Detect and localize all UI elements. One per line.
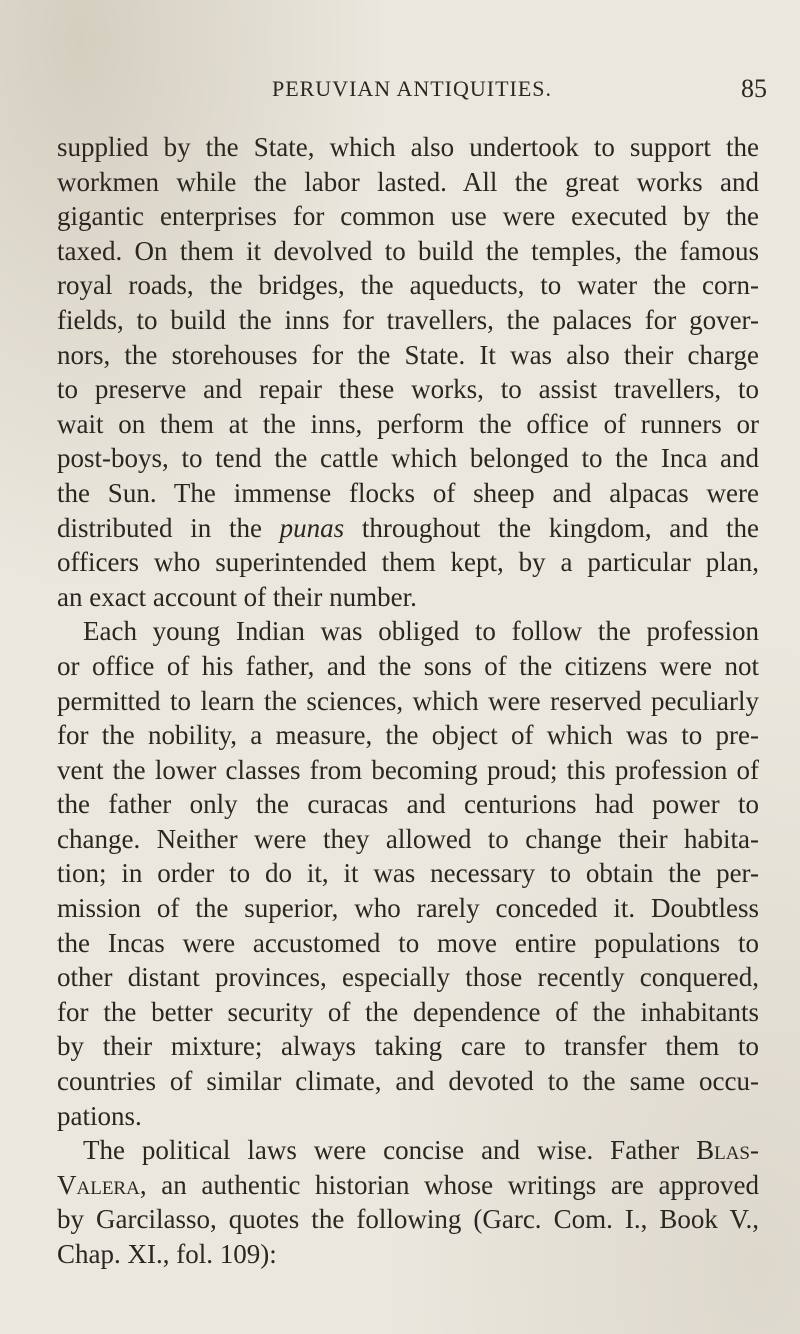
text-line: workmen while the labor lasted. All the great works and: [57, 166, 759, 197]
italic-word: punas: [279, 512, 345, 543]
text-line: tion; in order to do it, it was necessary to obtain the per-: [57, 858, 759, 889]
text-line: wait on them at the inns, perform the office of runners or: [57, 408, 759, 439]
page-number: 85: [741, 74, 767, 103]
text-line: other distant provinces, especially those recently conquered,: [57, 962, 759, 993]
body-text: [57, 130, 759, 1272]
text-segment: distributed in the: [57, 512, 280, 543]
text-segment: , an authentic historian whose writings are approved: [139, 1169, 759, 1200]
small-caps-name: Valera: [57, 1169, 140, 1200]
text-segment: throughout the kingdom, and the: [344, 512, 759, 543]
text-line: pations.: [57, 1100, 142, 1131]
text-line: to preserve and repair these works, to assist travellers, to: [57, 374, 759, 405]
text-line: for the nobility, a measure, the object of which was to pre-: [57, 720, 759, 751]
text-line: permitted to learn the sciences, which were reserved peculiarly: [57, 685, 759, 716]
text-line: nors, the storehouses for the State. It was also their charge: [57, 339, 759, 370]
text-line: the Incas were accustomed to move entire populations to: [57, 927, 759, 958]
text-line: an exact account of their number.: [57, 581, 417, 612]
text-line: mission of the superior, who rarely conceded it. Doubtless: [57, 893, 759, 924]
text-line: royal roads, the bridges, the aqueducts, to water the corn-: [57, 270, 759, 301]
text-line: fields, to build the inns for travellers, the palaces for gover-: [57, 304, 759, 335]
text-line: Chap. XI., fol. 109):: [57, 1239, 277, 1269]
text-line: gigantic enterprises for common use were executed by the: [57, 201, 759, 232]
running-title: PERUVIAN ANTIQUITIES.: [271, 76, 553, 101]
text-line: the father only the curacas and centurions had power to: [57, 789, 759, 820]
text-line: vent the lower classes from becoming proud; this profession of: [57, 754, 759, 785]
text-line: by their mixture; always taking care to transfer them to: [57, 1031, 759, 1062]
text-line: or office of his father, and the sons of the citizens were not: [57, 650, 759, 681]
small-caps-name: Blas-: [696, 1135, 759, 1166]
text-line: Each young Indian was obliged to follow the profession: [83, 616, 759, 647]
text-line: officers who superintended them kept, by a particular plan,: [57, 547, 759, 578]
text-line: countries of similar climate, and devoted to the same occu-: [57, 1066, 759, 1097]
text-line: supplied by the State, which also undertook to support the: [57, 132, 759, 162]
text-line: change. Neither were they allowed to change their habita-: [57, 823, 759, 854]
text-line: taxed. On them it devolved to build the temples, the famous: [57, 235, 759, 266]
text-line: post-boys, to tend the cattle which belonged to the Inca and: [57, 443, 759, 474]
text-line: [57, 1168, 759, 1203]
text-line: [57, 1133, 759, 1168]
text-line: the Sun. The immense flocks of sheep and alpacas were: [57, 477, 759, 508]
text-line: for the better security of the dependence of the inhabitants: [57, 996, 759, 1027]
text-line: [57, 511, 759, 546]
text-line: by Garcilasso, quotes the following (Garc. Com. I., Book V.,: [57, 1204, 759, 1235]
running-head: [57, 72, 767, 108]
text-segment: The political laws were concise and wise. Father: [83, 1135, 697, 1166]
